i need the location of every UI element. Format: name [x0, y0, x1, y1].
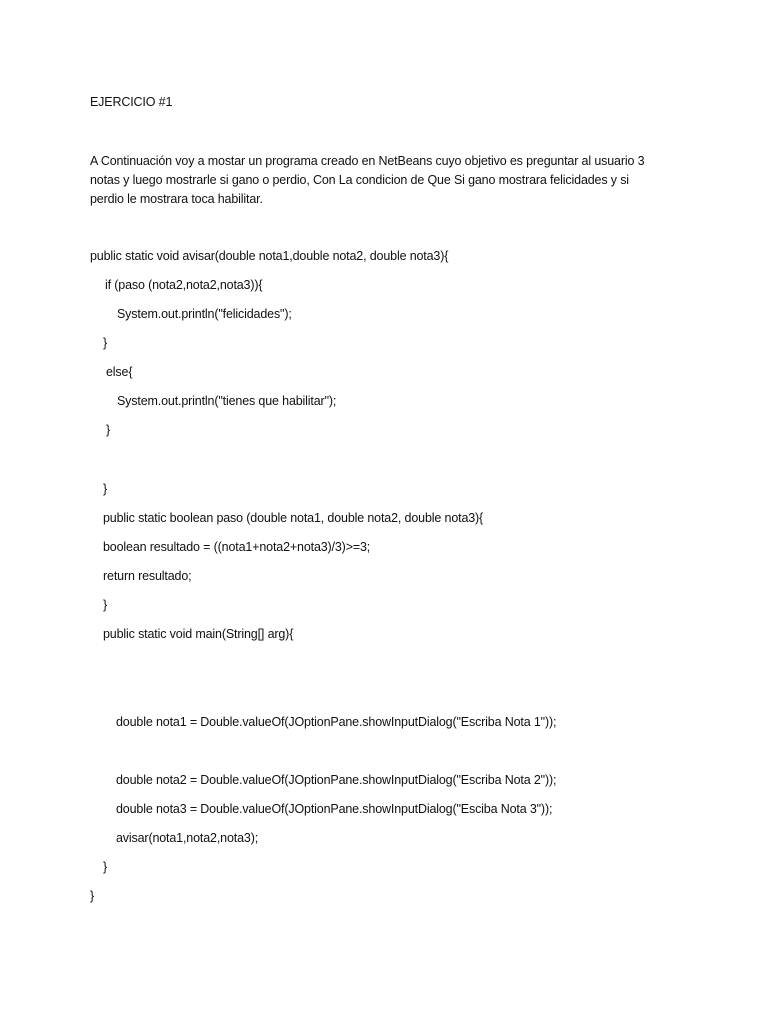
- code-line-return: return resultado;: [103, 569, 192, 583]
- code-line-boolean-resultado: boolean resultado = ((nota1+nota2+nota3)/3)>=3;: [103, 540, 371, 554]
- code-line-if-paso: if (paso (nota2,nota2,nota3)){: [105, 278, 263, 292]
- code-line-nota2: double nota2 = Double.valueOf(JOptionPane.showInputDialog("Escriba Nota 2"));: [116, 773, 557, 787]
- code-line-close-else: }: [106, 423, 111, 437]
- document-heading: EJERCICIO #1: [90, 95, 173, 109]
- code-line-main-signature: public static void main(String[] arg){: [103, 627, 294, 641]
- code-line-else: else{: [106, 365, 133, 379]
- code-line-avisar-call: avisar(nota1,nota2,nota3);: [116, 831, 259, 845]
- code-line-close-avisar: }: [103, 482, 108, 496]
- code-line-avisar-signature: public static void avisar(double nota1,double nota2, double nota3){: [90, 249, 449, 263]
- intro-line-3: perdio le mostrara toca habilitar.: [90, 192, 263, 206]
- code-line-paso-signature: public static boolean paso (double nota1, double nota2, double nota3){: [103, 511, 484, 525]
- code-line-close-class: }: [90, 889, 95, 903]
- intro-line-1: A Continuación voy a mostar un programa creado en NetBeans cuyo objetivo es preguntar al usuario 3: [90, 154, 645, 168]
- code-line-println-habilitar: System.out.println("tienes que habilitar");: [117, 394, 337, 408]
- code-line-close-paso: }: [103, 598, 108, 612]
- code-line-close-if: }: [103, 336, 108, 350]
- code-line-nota1: double nota1 = Double.valueOf(JOptionPane.showInputDialog("Escriba Nota 1"));: [116, 715, 557, 729]
- code-line-close-main: }: [103, 860, 108, 874]
- code-line-nota3: double nota3 = Double.valueOf(JOptionPane.showInputDialog("Esciba Nota 3"));: [116, 802, 553, 816]
- code-line-println-felicidades: System.out.println("felicidades");: [117, 307, 292, 321]
- intro-line-2: notas y luego mostrarle si gano o perdio, Con La condicion de Que Si gano mostrara felicidades y si: [90, 173, 629, 187]
